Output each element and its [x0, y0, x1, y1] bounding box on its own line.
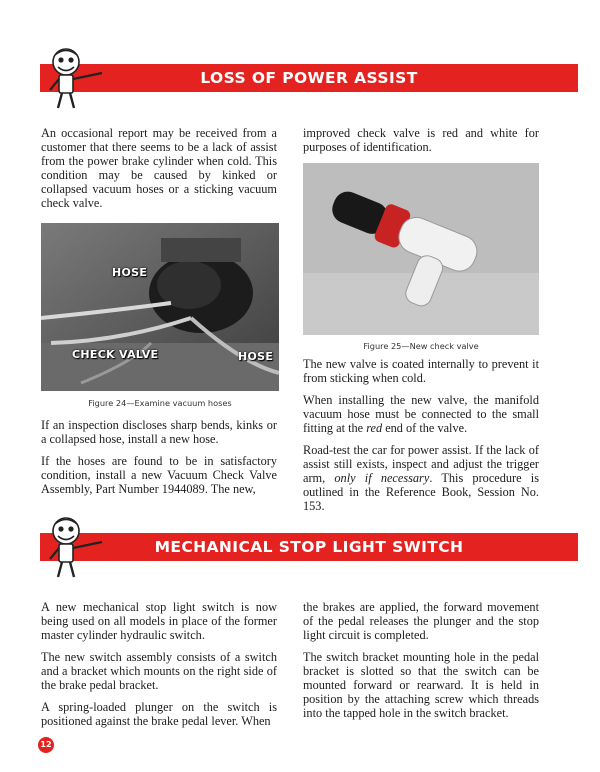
text-run: When installing the new valve, the manifold vacuum hose must be connected to the small fitting at the — [303, 393, 539, 435]
paragraph: The new switch assembly consists of a switch and a bracket which mounts on the right side of the brake pedal bracket. — [41, 650, 277, 692]
figure-25-caption: Figure 25—New check valve — [363, 341, 479, 351]
paragraph: If an inspection discloses sharp bends, kinks or a collapsed hose, install a new hose. — [41, 418, 277, 446]
paragraph: The new valve is coated internally to prevent it from sticking when cold. — [303, 357, 539, 385]
paragraph: the brakes are applied, the forward movement of the pedal releases the plunger and the stop light circuit is completed. — [303, 600, 539, 642]
paragraph: A new mechanical stop light switch is now being used on all models in place of the former master cylinder hydraulic switch. — [41, 600, 277, 642]
section-banner-mechanical-stop-light-switch — [40, 533, 578, 561]
figure-24-caption: Figure 24—Examine vacuum hoses — [88, 398, 232, 408]
section1-left-column-lower — [41, 418, 277, 504]
paragraph: The switch bracket mounting hole in the pedal bracket is slotted so that the switch can be mounted forward or rearward. It is held in position by the attaching screw which threads into the tapped hole in the switch bracket. — [303, 650, 539, 720]
paragraph — [303, 443, 539, 513]
paragraph: A spring-loaded plunger on the switch is positioned against the brake pedal lever. When — [41, 700, 277, 728]
paragraph: If the hoses are found to be in satisfactory condition, install a new Vacuum Check Valve Assembly, Part Number 1944089. The new, — [41, 454, 277, 496]
section-banner-loss-of-power-assist — [40, 64, 578, 92]
section-title: MECHANICAL STOP LIGHT SWITCH — [154, 538, 464, 556]
paragraph: An occasional report may be received from a customer that there seems to be a lack of assist from the power brake cylinder when cold. This condition may be caused by kinked or collapsed vacuum hoses or a sticking vacuum check valve. — [41, 126, 277, 210]
emphasis: only if necessary — [334, 471, 430, 485]
paragraph — [303, 393, 539, 435]
section1-left-column — [41, 126, 277, 218]
emphasis: red — [366, 421, 383, 435]
label-check-valve: CHECK VALVE — [72, 348, 159, 361]
section1-right-column-top — [303, 126, 539, 162]
section2-left-column — [41, 600, 277, 736]
figure-25-photo — [303, 163, 539, 335]
mascot-icon — [44, 515, 106, 581]
label-hose-top: HOSE — [112, 266, 148, 279]
text-run: Road-test the car for power assist. If the lack of assist still exists, inspect and adjust the trigger arm, — [303, 443, 539, 485]
mascot-icon — [44, 46, 106, 112]
section-title: LOSS OF POWER ASSIST — [200, 69, 418, 87]
section1-right-column — [303, 357, 539, 521]
section2-right-column — [303, 600, 539, 728]
paragraph: improved check valve is red and white for purposes of identification. — [303, 126, 539, 154]
text-run: . This procedure is outlined in the Reference Book, Session No. 153. — [303, 471, 539, 513]
figure-24-photo — [41, 223, 279, 391]
page-number-badge: 12 — [38, 737, 54, 753]
label-hose-right: HOSE — [238, 350, 274, 363]
text-run: end of the valve. — [382, 421, 468, 435]
